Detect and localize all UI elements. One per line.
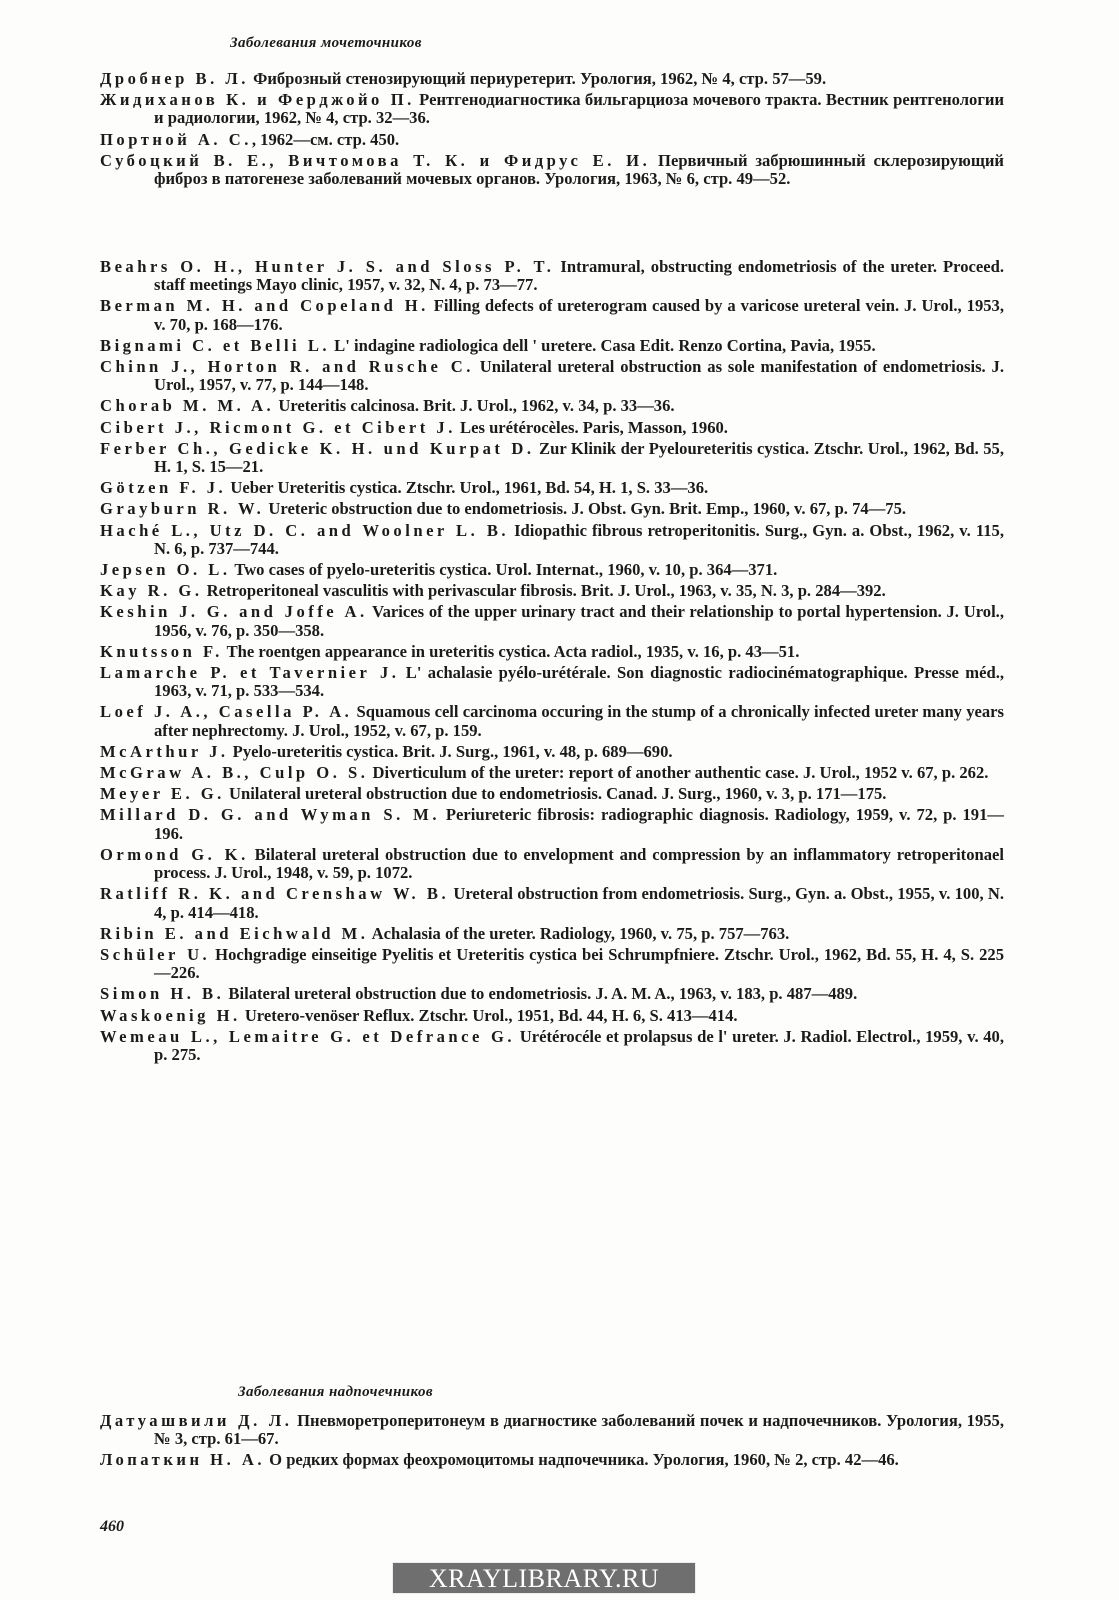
reference-author: Schüler U.	[100, 944, 211, 964]
reference-author: Cibert J., Ricmont G. et Cibert J.	[100, 417, 456, 437]
reference-text: L' achalasie pyélo-urétérale. Son diagnostic radiocinématographique. Presse méd., 1963, v. 71, p. 533—534.	[154, 663, 1004, 701]
reference-item	[100, 925, 1004, 943]
reference-text: Two cases of pyelo-ureteritis cystica. Urol. Internat., 1960, v. 10, p. 364—371.	[230, 560, 778, 580]
reference-text: Пневморетроперитонеум в диагностике заболеваний почек и надпочечников. Урология, 1955, № 3, стр. 61—67.	[154, 1411, 1004, 1449]
reference-text: Intramural, obstructing endometriosis of the ureter. Proceed. staff meetings Mayo clinic, 1957, v. 32, N. 4, p. 73—77.	[154, 257, 1004, 295]
reference-item	[100, 1412, 1004, 1448]
reference-text: Ureteric obstruction due to endometriosis. J. Obst. Gyn. Brit. Emp., 1960, v. 67, p. 74—75.	[264, 499, 907, 519]
reference-text: Фиброзный стенозирующий периуретерит. Урология, 1962, № 4, стр. 57—59.	[248, 69, 827, 88]
reference-item	[100, 743, 1004, 761]
reference-text: Les urétérocèles. Paris, Masson, 1960.	[455, 417, 728, 437]
reference-text: Diverticulum of the ureter: report of another authentic case. J. Urol., 1952 v. 67, p. 262.	[368, 763, 989, 783]
reference-item	[100, 152, 1004, 188]
reference-item	[100, 131, 1004, 149]
reference-item	[100, 764, 1004, 782]
reference-item	[100, 664, 1004, 700]
reference-author: Kay R. G.	[100, 581, 203, 601]
reference-item	[100, 1007, 1004, 1025]
reference-author: Keshin J. G. and Joffe A.	[100, 602, 368, 622]
reference-author: Millard D. G. and Wyman S. M.	[100, 805, 440, 825]
reference-list-foreign-ureters	[100, 258, 1004, 1067]
reference-author: Ormond G. K.	[100, 844, 249, 864]
reference-text: Bilateral ureteral obstruction due to endometriosis. J. A. M. A., 1963, v. 183, p. 487—489.	[224, 984, 858, 1004]
section-title-ureters: Заболевания мочеточников	[230, 35, 422, 51]
reference-text: The roentgen appearance in ureteritis cystica. Acta radiol., 1935, v. 16, p. 43—51.	[222, 641, 800, 661]
reference-text: , 1962—см. стр. 450.	[251, 129, 400, 149]
reference-text: Ureteral obstruction from endometriosis. Surg., Gyn. a. Obst., 1955, v. 100, N. 4, p. 414—418.	[154, 884, 1005, 922]
reference-item	[100, 1028, 1004, 1064]
reference-text: Pyelo-ureteritis cystica. Brit. J. Surg., 1961, v. 48, p. 689—690.	[228, 741, 673, 761]
reference-list-russian-adrenals	[100, 1412, 1004, 1473]
reference-item	[100, 985, 1004, 1003]
reference-author: Ratliff R. K. and Crenshaw W. B.	[100, 884, 450, 904]
reference-author: Knutsson F.	[100, 641, 223, 661]
reference-text: Uretero-venöser Reflux. Ztschr. Urol., 1951, Bd. 44, H. 6, S. 413—414.	[240, 1005, 738, 1025]
reference-text: Unilateral ureteral obstruction as sole manifestation of endometriosis. J. Urol., 1957, v. 77, p. 144—148.	[154, 357, 1004, 395]
reference-author: Berman M. H. and Copeland H.	[100, 296, 429, 316]
section-title-adrenals: Заболевания надпочечников	[238, 1384, 433, 1400]
reference-author: Meyer E. G.	[100, 784, 225, 804]
reference-text: Filling defects of ureterogram caused by a varicose ureteral vein. J. Urol., 1953, v. 70, p. 168—176.	[154, 296, 1004, 334]
reference-author: Wemeau L., Lemaitre G. et Defrance G.	[100, 1026, 516, 1046]
reference-author: Жидиханов К. и Ферджойо П.	[100, 90, 415, 110]
reference-author: Beahrs O. H., Hunter J. S. and Sloss P. T.	[100, 257, 555, 276]
reference-list-russian-ureters	[100, 70, 1004, 191]
reference-text: Varices of the upper urinary tract and their relationship to portal hypertension. J. Urol., 1956, v. 76, p. 350—358.	[154, 602, 1004, 640]
reference-item	[100, 703, 1004, 739]
reference-item	[100, 258, 1004, 294]
reference-item	[100, 500, 1004, 518]
reference-author: Ferber Ch., Gedicke K. H. und Kurpat D.	[100, 438, 535, 458]
reference-item	[100, 440, 1004, 476]
reference-author: Лопаткин Н. А.	[100, 1450, 265, 1470]
reference-text: L' indagine radiologica dell ' uretere. Casa Edit. Renzo Cortina, Pavia, 1955.	[330, 335, 876, 355]
reference-text: Urétérocéle et prolapsus de l' ureter. J. Radiol. Electrol., 1959, v. 40, p. 275.	[154, 1026, 1004, 1064]
watermark-banner: XRAYLIBRARY.RU	[392, 1562, 696, 1594]
page-number: 460	[100, 1518, 124, 1535]
reference-item	[100, 297, 1004, 333]
reference-text: О редких формах феохромоцитомы надпочечника. Урология, 1960, № 2, стр. 42—46.	[265, 1450, 899, 1470]
reference-item	[100, 946, 1004, 982]
reference-text: Achalasia of the ureter. Radiology, 1960, v. 75, p. 757—763.	[368, 923, 790, 943]
reference-author: Ribin E. and Eichwald M.	[100, 923, 369, 943]
reference-item	[100, 1451, 1004, 1469]
reference-author: Jepsen O. L.	[100, 560, 231, 580]
reference-item	[100, 70, 1004, 88]
reference-text: Unilateral ureteral obstruction due to endometriosis. Canad. J. Surg., 1960, v. 3, p. 171—175.	[224, 784, 887, 804]
reference-author: Дробнер В. Л.	[100, 69, 249, 88]
reference-item	[100, 358, 1004, 394]
reference-item	[100, 785, 1004, 803]
reference-item	[100, 846, 1004, 882]
reference-author: Портной А. С.	[100, 129, 252, 149]
reference-author: McGraw A. B., Culp O. S.	[100, 763, 369, 783]
reference-item	[100, 643, 1004, 661]
reference-author: Haché L., Utz D. C. and Woolner L. B.	[100, 520, 510, 540]
reference-text: Рентгенодиагностика бильгарциоза мочевого тракта. Вестник рентгенологии и радиологии, 1962, № 4, стр. 32—36.	[154, 90, 1004, 128]
reference-text: Zur Klinik der Pyeloureteritis cystica. Ztschr. Urol., 1962, Bd. 55, H. 1, S. 15—21.	[154, 438, 1004, 477]
reference-text: Первичный забрюшинный склерозирующий фиброз в патогенезе заболеваний мочевых органов. Урология, 1963, № 6, стр. 49—52.	[154, 150, 1004, 189]
reference-author: Grayburn R. W.	[100, 499, 265, 519]
reference-item	[100, 561, 1004, 579]
reference-author: Chorab M. M. A.	[100, 396, 275, 416]
reference-text: Periureteric fibrosis: radiographic diagnosis. Radiology, 1959, v. 72, p. 191—196.	[154, 805, 1004, 843]
reference-author: McArthur J.	[100, 741, 229, 761]
reference-item	[100, 91, 1004, 127]
reference-author: Simon H. B.	[100, 984, 225, 1004]
reference-text: Squamous cell carcinoma occuring in the stump of a chronically infected ureter many years after nephrectomy. J. Urol., 1952, v. 67, p. 159.	[154, 702, 1004, 740]
reference-author: Götzen F. J.	[100, 478, 227, 498]
reference-item	[100, 419, 1004, 437]
reference-text: Ueber Ureteritis cystica. Ztschr. Urol., 1961, Bd. 54, H. 1, S. 33—36.	[226, 478, 709, 498]
reference-text: Ureteritis calcinosa. Brit. J. Urol., 1962, v. 34, p. 33—36.	[274, 396, 675, 416]
reference-author: Loef J. A., Casella P. A.	[100, 702, 353, 722]
reference-item	[100, 806, 1004, 842]
reference-item	[100, 603, 1004, 639]
reference-author: Waskoenig H.	[100, 1005, 241, 1025]
reference-item	[100, 337, 1004, 355]
reference-text: Retroperitoneal vasculitis with perivascular fibrosis. Brit. J. Urol., 1963, v. 35, N. 3, p. 284—392.	[202, 581, 886, 601]
reference-text: Bilateral ureteral obstruction due to envelopment and compression by an inflammatory retroperitonael process. J. Urol., 1948, v. 59, p. 1072.	[154, 844, 1004, 883]
reference-author: Датуашвили Д. Л.	[100, 1411, 293, 1430]
reference-item	[100, 479, 1004, 497]
reference-author: Bignami C. et Belli L.	[100, 335, 331, 355]
reference-author: Chinn J., Horton R. and Rusche C.	[100, 357, 474, 377]
reference-item	[100, 885, 1004, 921]
reference-author: Lamarche P. et Tavernier J.	[100, 663, 400, 683]
reference-text: Idiopathic fibrous retroperitonitis. Surg., Gyn. a. Obst., 1962, v. 115, N. 6, p. 737—744.	[154, 520, 1005, 558]
reference-item	[100, 522, 1004, 558]
reference-author: Субоцкий В. Е., Вичтомова Т. К. и Фидрус Е. И.	[100, 150, 651, 170]
reference-item	[100, 397, 1004, 415]
reference-item	[100, 582, 1004, 600]
reference-text: Hochgradige einseitige Pyelitis et Ureteritis cystica bei Schrumpfniere. Ztschr. Urol., 1962, Bd. 55, H. 4, S. 225—226.	[154, 944, 1004, 983]
